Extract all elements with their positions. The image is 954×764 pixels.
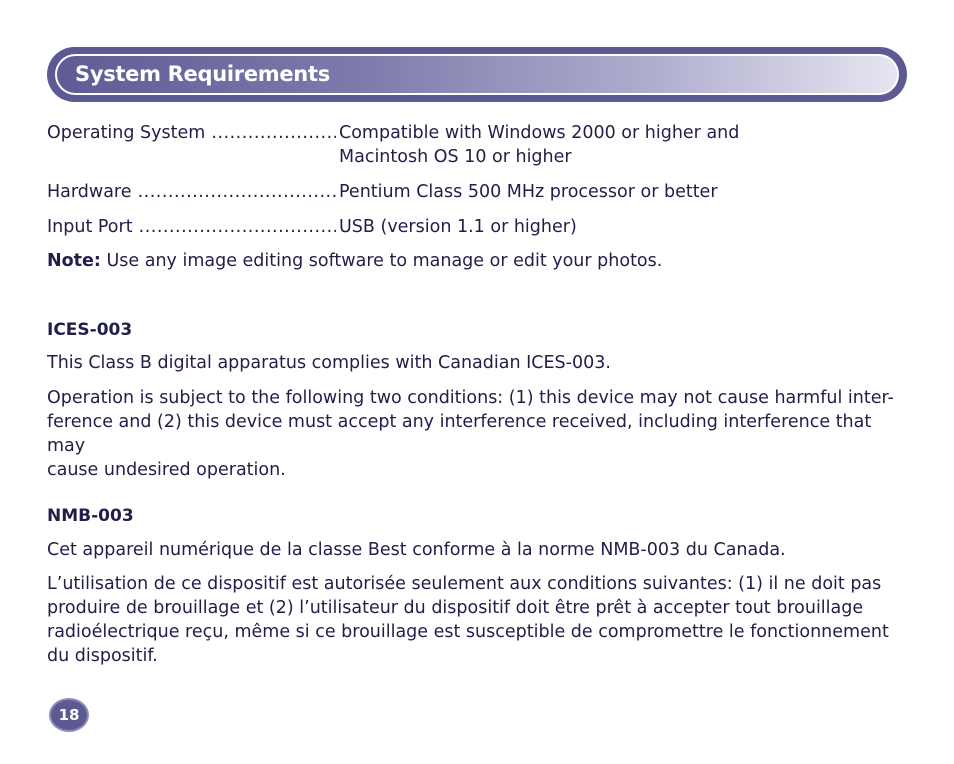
spec-value [336,215,819,239]
spec-value-line: Macintosh OS 10 or higher [339,147,572,167]
nmb-paragraph-1: Cet appareil numérique de la classe Best conforme à la norme NMB-003 du Canada. [47,540,786,560]
paragraph-line: radioélectrique reçu, même si ce brouillage est susceptible de compromettre le fonctionnement [47,622,889,642]
spec-value-line: USB (version 1.1 or higher) [339,217,577,237]
paragraph-line: produire de brouillage et (2) l’utilisateur du dispositif doit être prêt à accepter tout brouillage [47,598,864,618]
ices-paragraph-1: This Class B digital apparatus complies with Canadian ICES-003. [47,353,611,373]
nmb-heading: NMB-003 [47,506,134,526]
paragraph-line: cause undesired operation. [47,460,286,480]
spec-value-line: Pentium Class 500 MHz processor or better [339,182,718,202]
spec-label: Input Port ..... [47,215,336,239]
page-number-badge: 18 [49,698,89,732]
paragraph-line: L’utilisation de ce dispositif est autorisée seulement aux conditions suivantes: (1) il ne doit pas [47,574,882,594]
note-text: Use any image editing software to manage or edit your photos. [100,251,663,271]
section-header-inner [55,54,899,95]
paragraph-line: ference and (2) this device must accept any interference received, including interference that may [47,412,872,456]
paragraph-line: du dispositif. [47,646,158,666]
spec-row-input-port [47,215,907,239]
spec-row-hardware [47,180,907,204]
spec-value-line: Compatible with Windows 2000 or higher and [339,123,740,143]
nmb-paragraph-2 [47,572,909,668]
spec-label: Hardware ..... [47,180,336,204]
spec-value [336,180,819,204]
section-title: System Requirements [75,62,330,86]
section-header [47,47,907,102]
ices-heading: ICES-003 [47,320,133,340]
note [47,249,909,273]
paragraph-line: Operation is subject to the following two conditions: (1) this device may not cause harmful inter- [47,388,894,408]
note-label: Note: [47,251,101,271]
spec-row-operating-system [47,121,907,169]
ices-paragraph-2 [47,386,909,482]
spec-value [336,121,819,169]
spec-label: Operating System ..... [47,121,336,145]
